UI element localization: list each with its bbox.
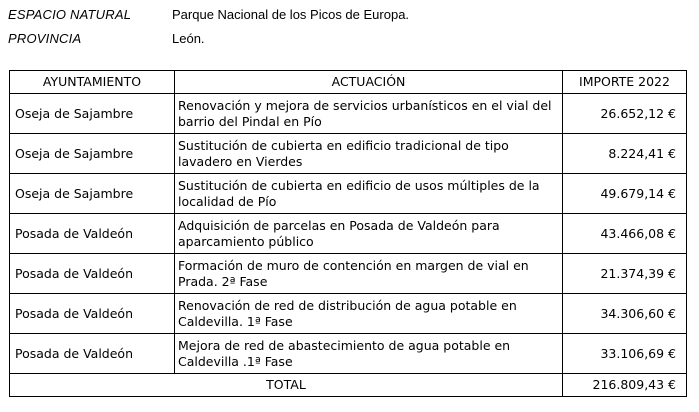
column-header-importe: IMPORTE 2022 <box>563 71 687 94</box>
cell-ayuntamiento: Posada de Valdeón <box>10 334 175 374</box>
actuacion-line: barrio del Pindal en Pío <box>178 113 322 129</box>
cell-importe: 26.652,12 € <box>563 94 687 134</box>
table-header-row <box>10 71 687 94</box>
espacio-natural-label: ESPACIO NATURAL <box>8 7 132 22</box>
actuacion-line: localidad de Pío <box>178 193 277 209</box>
cell-importe: 34.306,60 € <box>563 294 687 334</box>
actuacion-line: aparcamiento público <box>178 233 314 249</box>
actuacion-line: Caldevilla .1ª Fase <box>178 353 293 369</box>
total-value: 216.809,43 € <box>563 374 687 397</box>
actuacion-line: Renovación y mejora de servicios urbanísticos en el vial del <box>178 97 552 113</box>
cell-actuacion <box>175 294 563 334</box>
cell-ayuntamiento: Oseja de Sajambre <box>10 134 175 174</box>
actuacion-line: lavadero en Vierdes <box>178 153 303 169</box>
espacio-natural-value: Parque Nacional de los Picos de Europa. <box>172 7 410 22</box>
cell-importe: 8.224,41 € <box>563 134 687 174</box>
actuacion-line: Prada. 2ª Fase <box>178 273 268 289</box>
cell-ayuntamiento: Posada de Valdeón <box>10 294 175 334</box>
cell-ayuntamiento: Posada de Valdeón <box>10 214 175 254</box>
table-row <box>10 94 687 134</box>
total-label: TOTAL <box>10 374 563 397</box>
provincia-label: PROVINCIA <box>8 31 82 46</box>
actuacion-line: Sustitución de cubierta en edificio de usos múltiples de la <box>178 177 540 193</box>
column-header-ayuntamiento: AYUNTAMIENTO <box>10 71 175 94</box>
cell-actuacion <box>175 94 563 134</box>
column-header-actuacion: ACTUACIÓN <box>175 71 563 94</box>
provincia-value: León. <box>172 31 205 46</box>
table-row <box>10 334 687 374</box>
table-row <box>10 174 687 214</box>
cell-ayuntamiento: Oseja de Sajambre <box>10 174 175 214</box>
cell-actuacion <box>175 214 563 254</box>
actuacion-line: Sustitución de cubierta en edificio tradicional de tipo <box>178 137 509 153</box>
cell-importe: 21.374,39 € <box>563 254 687 294</box>
cell-actuacion <box>175 134 563 174</box>
cell-importe: 43.466,08 € <box>563 214 687 254</box>
actuacion-line: Mejora de red de abastecimiento de agua potable en <box>178 337 511 353</box>
total-row <box>10 374 687 397</box>
cell-importe: 33.106,69 € <box>563 334 687 374</box>
table-row <box>10 134 687 174</box>
cell-actuacion <box>175 334 563 374</box>
cell-ayuntamiento: Posada de Valdeón <box>10 254 175 294</box>
table-row <box>10 254 687 294</box>
cell-actuacion <box>175 254 563 294</box>
table-row <box>10 214 687 254</box>
cell-ayuntamiento: Oseja de Sajambre <box>10 94 175 134</box>
actuaciones-table <box>9 70 687 397</box>
actuacion-line: Formación de muro de contención en margen de vial en <box>178 257 529 273</box>
cell-importe: 49.679,14 € <box>563 174 687 214</box>
table-row <box>10 294 687 334</box>
actuacion-line: Adquisición de parcelas en Posada de Valdeón para <box>178 217 500 233</box>
actuacion-line: Renovación de red de distribución de agua potable en <box>178 297 517 313</box>
actuacion-line: Caldevilla. 1ª Fase <box>178 313 293 329</box>
cell-actuacion <box>175 174 563 214</box>
